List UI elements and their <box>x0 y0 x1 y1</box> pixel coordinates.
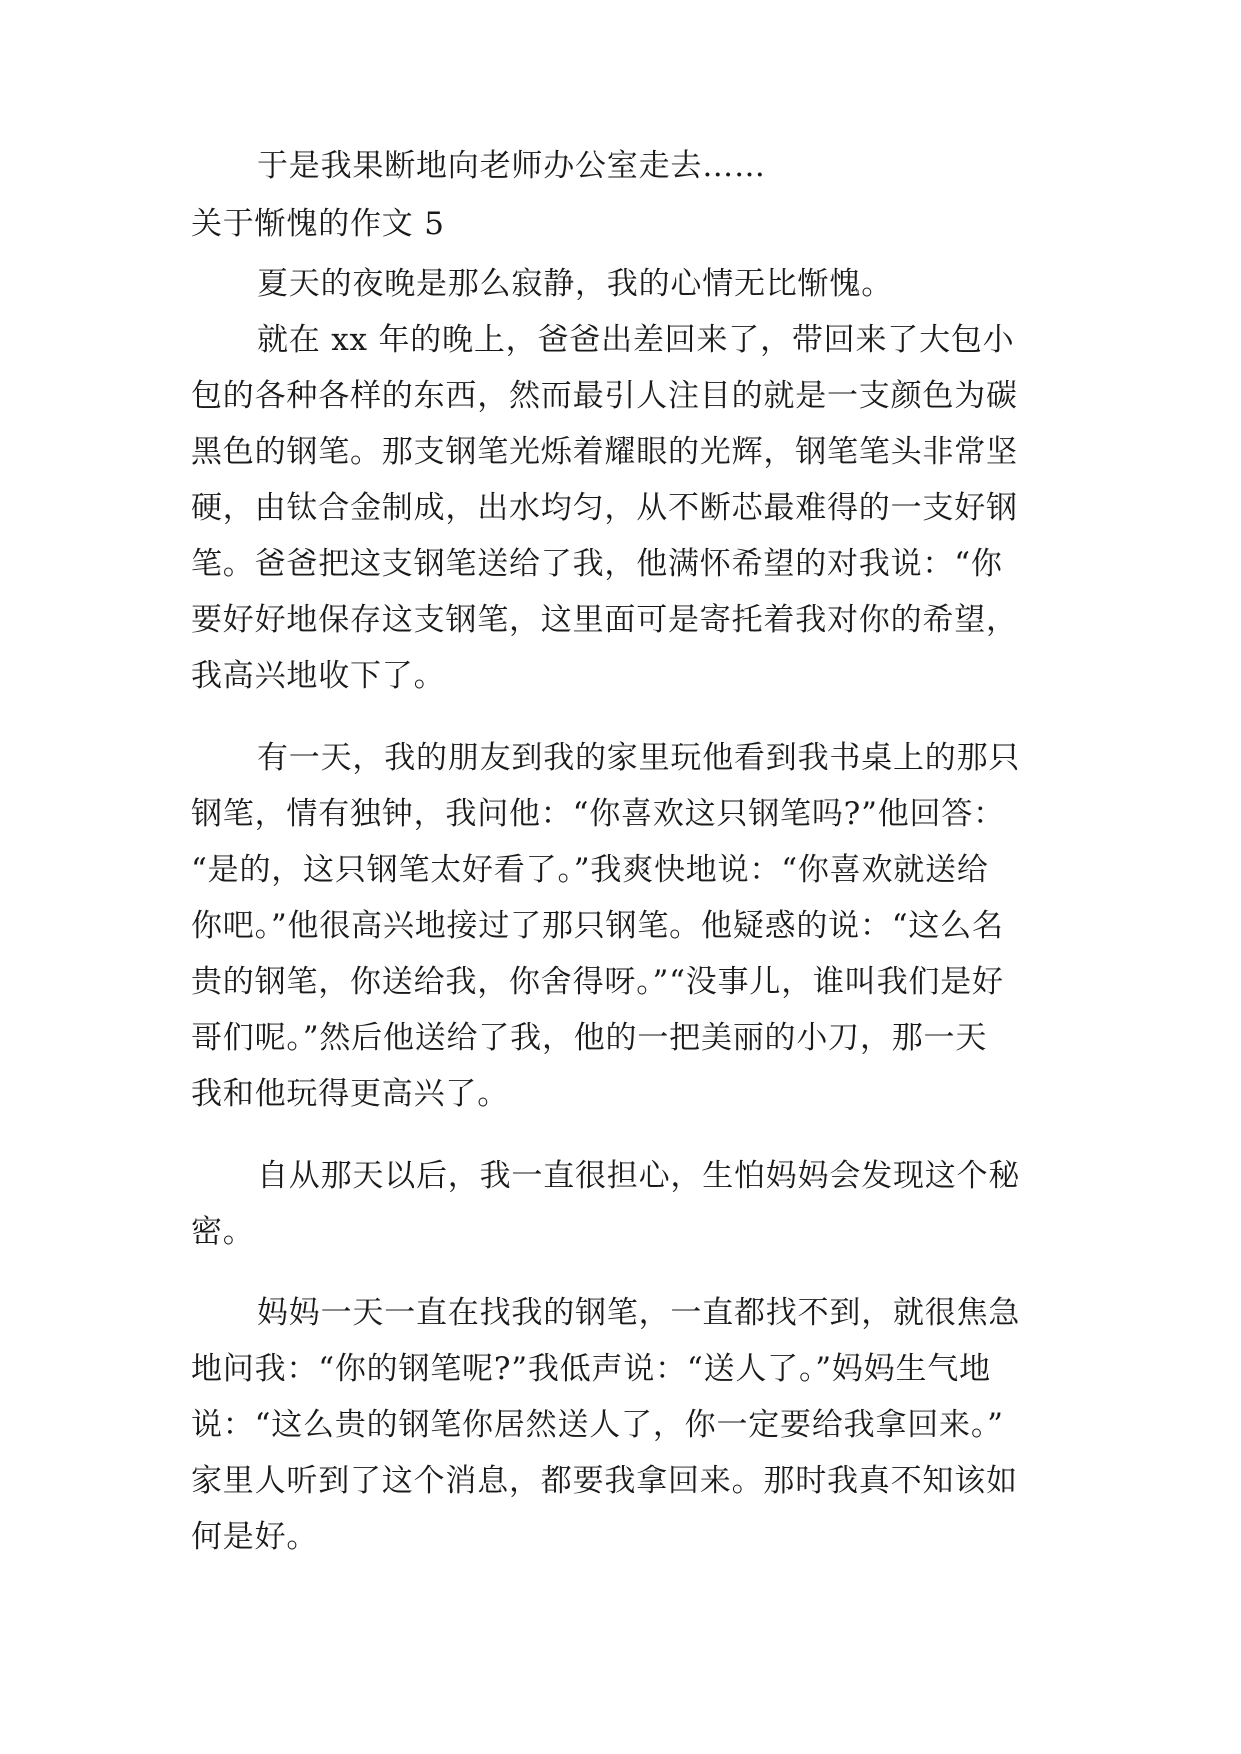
paragraph-line: 说：“这么贵的钢笔你居然送人了，你一定要给我拿回来。” <box>191 1407 1004 1443</box>
paragraph-line: 哥们呢。”然后他送给了我，他的一把美丽的小刀，那一天 <box>191 1020 988 1056</box>
paragraph-line: “是的，这只钢笔太好看了。”我爽快地说：“你喜欢就送给 <box>191 852 989 888</box>
paragraph-line: 家里人听到了这个消息，都要我拿回来。那时我真不知该如 <box>191 1463 1018 1499</box>
paragraph-line: 我高兴地收下了。 <box>191 658 446 694</box>
paragraph-line: 黑色的钢笔。那支钢笔光烁着耀眼的光辉，钢笔笔头非常坚 <box>191 434 1018 470</box>
paragraph-line: 贵的钢笔，你送给我，你舍得呀。”“没事儿，谁叫我们是好 <box>191 964 1004 1000</box>
paragraph-line: 你吧。”他很高兴地接过了那只钢笔。他疑惑的说：“这么名 <box>191 908 1004 944</box>
paragraph-line: 要好好地保存这支钢笔，这里面可是寄托着我对你的希望， <box>191 602 1018 638</box>
paragraph-line: 钢笔，情有独钟，我问他：“你喜欢这只钢笔吗?”他回答： <box>191 796 1005 832</box>
paragraph-line: 妈妈一天一直在找我的钢笔，一直都找不到，就很焦急 <box>257 1295 1021 1331</box>
paragraph-line: 硬，由钛合金制成，出水均匀，从不断芯最难得的一支好钢 <box>191 490 1018 526</box>
paragraph-line: 我和他玩得更高兴了。 <box>191 1076 509 1112</box>
paragraph-line: 就在 xx 年的晚上，爸爸出差回来了，带回来了大包小 <box>257 322 1015 358</box>
paragraph-line: 笔。爸爸把这支钢笔送给了我，他满怀希望的对我说：“你 <box>191 546 1003 582</box>
paragraph-line: 地问我：“你的钢笔呢?”我低声说：“送人了。”妈妈生气地 <box>191 1351 991 1387</box>
paragraph-line: 夏天的夜晚是那么寂静，我的心情无比惭愧。 <box>257 266 893 302</box>
paragraph-line: 自从那天以后，我一直很担心，生怕妈妈会发现这个秘 <box>257 1158 1021 1194</box>
paragraph-line: 何是好。 <box>191 1519 319 1555</box>
paragraph-line: 密。 <box>191 1214 255 1250</box>
paragraph-line: 有一天，我的朋友到我的家里玩他看到我书桌上的那只 <box>257 740 1021 776</box>
paragraph-line: 于是我果断地向老师办公室走去…… <box>257 148 766 184</box>
section-heading: 关于惭愧的作文 5 <box>191 206 445 242</box>
paragraph-line: 包的各种各样的东西，然而最引人注目的就是一支颜色为碳 <box>191 378 1018 414</box>
